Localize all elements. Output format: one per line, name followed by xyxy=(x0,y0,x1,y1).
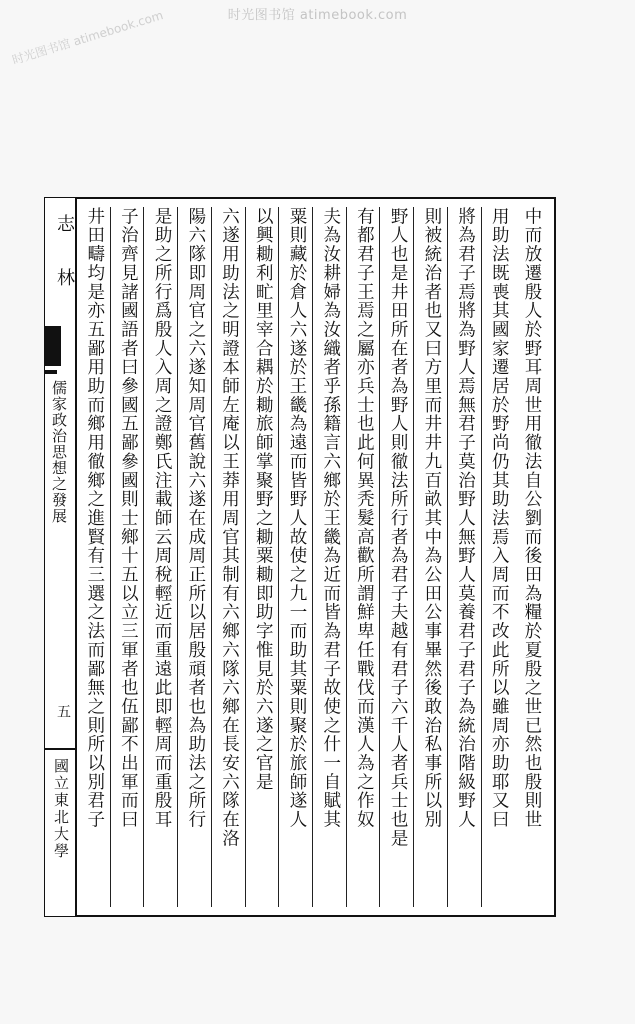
margin-char-zhi: 志 xyxy=(54,214,75,232)
text-column: 以興耡利甿里宰合耦於耡旅師掌聚野之耡粟耡即助字惟見於六遂之官是 xyxy=(245,207,280,907)
text-column: 粟則藏於倉人六遂於王畿為遠而皆野人故使之九一而助其粟則聚於旅師遂人 xyxy=(278,207,313,907)
text-column: 有都君子王焉之屬亦兵士也此何異秃髮高歡所謂鮮卑任戰伐而漢人為之作奴 xyxy=(346,207,381,907)
text-column: 陽六隊即周官之六遂知周官舊說六遂在成周正所以居殷頑者也為助法之所行 xyxy=(177,207,212,907)
text-column: 井田疇均是亦五鄙用助而鄉用徹鄉之進賢有三選之法而鄙無之則所以別君子 xyxy=(76,207,111,907)
publisher-name: 國立東北大學 xyxy=(52,758,70,860)
margin-char-lin: 林 xyxy=(54,268,75,286)
book-page xyxy=(44,197,556,917)
text-column: 夫為汝耕婦為汝織者乎孫籍言六鄉於王畿為近而皆為君子故使之什一自賦其 xyxy=(312,207,347,907)
text-column: 野人也是井田所在者為野人則徹法所行者為君子夫越有君子六千人者兵士也是 xyxy=(379,207,414,907)
folio-number: 五 xyxy=(55,704,71,718)
text-column: 子治齊見諸國語者曰參國五鄙參國則士鄉十五以立三軍者也伍鄙不出軍而曰 xyxy=(110,207,145,907)
text-column: 則被統治者也又曰方里而井井九百畝其中為公田公事畢然後敢治私事所以別 xyxy=(413,207,448,907)
text-column: 用助法既喪其國家遷居於野尚仍其助法焉入周而不改此所以雖周亦助耶又曰 xyxy=(481,207,516,907)
text-column: 中而放遷殷人於野耳周世用徹法自公劉而後田為糧於夏殷之世已然也殷則世 xyxy=(521,207,542,830)
watermark-diagonal: 时光图书馆 atimebook.com xyxy=(10,8,165,68)
page-margin-strip xyxy=(45,198,77,916)
fishtail-mark xyxy=(45,370,57,374)
watermark-top: 时光图书馆 atimebook.com xyxy=(227,8,408,23)
text-column: 將為君子焉將為野人焉無君子莫治野人無野人莫養君子君子為統治階級野人 xyxy=(447,207,482,907)
text-column: 六遂用助法之明證本師左庵以王莽用周官其制有六鄉六隊六鄉在長安六隊在洛 xyxy=(211,207,246,907)
publisher-block xyxy=(45,748,75,916)
fishtail-block xyxy=(45,326,61,366)
text-column: 是助之所行爲殷人入周之證鄭氏注載師云周稅輕近而重遠此即輕周而重殷耳 xyxy=(143,207,178,907)
margin-title: 儒家政治思想之發展 xyxy=(50,380,68,524)
